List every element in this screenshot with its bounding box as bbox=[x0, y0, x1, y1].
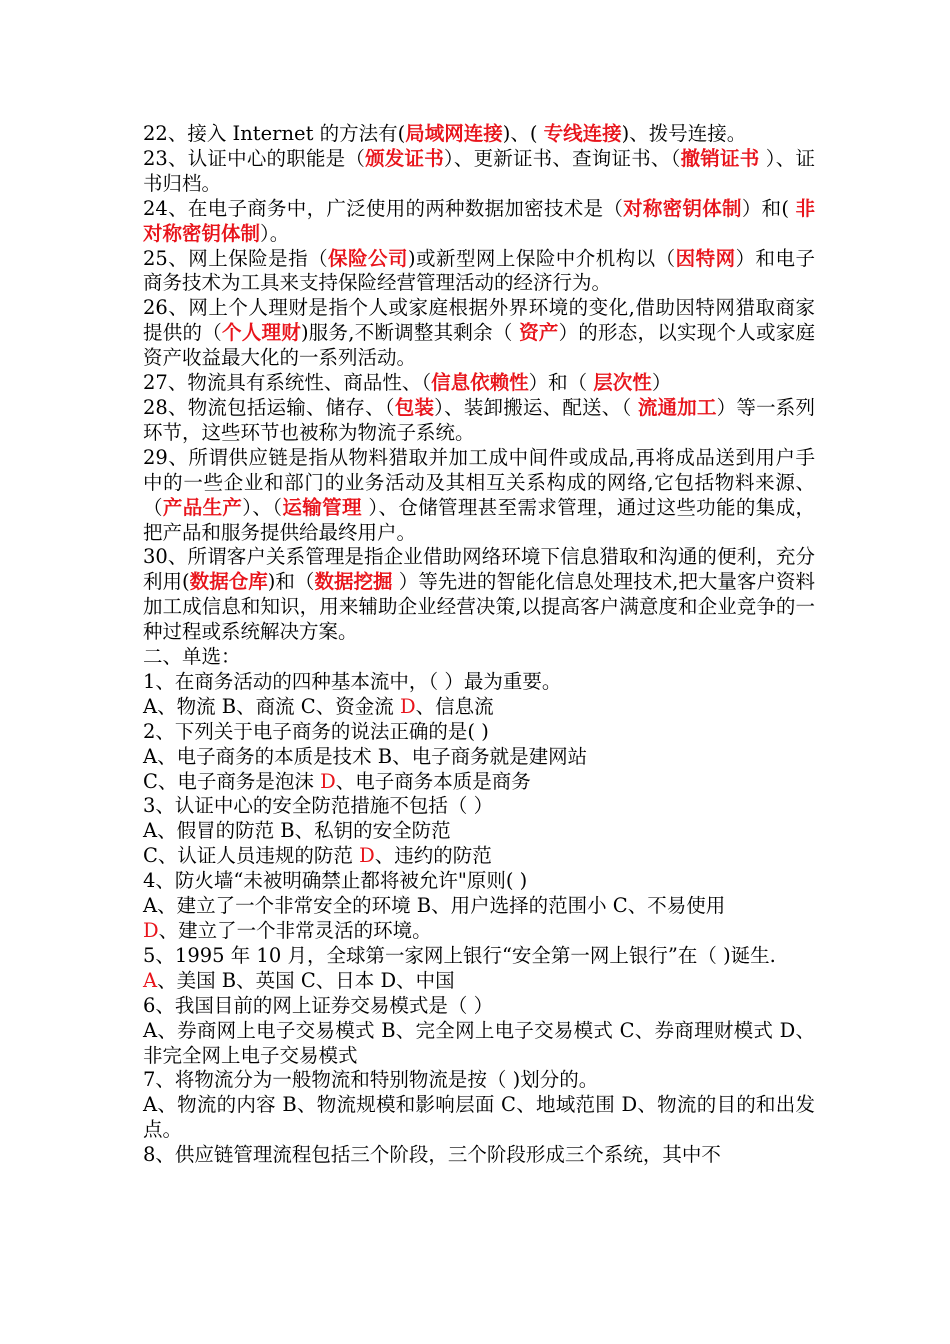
question-text: 25、网上保险是指（ bbox=[143, 246, 329, 270]
question-text: ）的形态，以实现个人或家庭资产收益最大化的一系列活动。 bbox=[143, 321, 815, 370]
answer-text: 保险公司 bbox=[328, 246, 408, 270]
answer-text: 撤销证书 bbox=[680, 146, 760, 170]
question-text: ）和（ bbox=[528, 371, 594, 395]
question-text: A、券商网上电子交易模式 B、完全网上电子交易模式 C、券商理财模式 D、非完全网上电子交易模式 bbox=[143, 1018, 815, 1067]
question-text: 、违约的防范 bbox=[374, 844, 492, 868]
question-text: 8、供应链管理流程包括三个阶段，三个阶段形成三个系统，其中不 bbox=[143, 1143, 721, 1167]
answer-text: 对称密钥体制 bbox=[623, 196, 742, 220]
single-choice-item bbox=[143, 944, 815, 969]
question-text: 27、物流具有系统性、商品性、（ bbox=[143, 371, 432, 395]
question-text: 4、防火墙“未被明确禁止都将被允许"原则( ) bbox=[143, 869, 528, 893]
question-text: 23、认证中心的职能是（ bbox=[143, 146, 366, 170]
fill-question-item bbox=[143, 122, 815, 147]
question-text: ）、证书归档。 bbox=[143, 146, 815, 195]
single-choice-item bbox=[143, 1068, 815, 1093]
question-text: C、电子商务是泡沫 bbox=[143, 769, 321, 793]
question-text: )和（ bbox=[267, 570, 315, 594]
answer-letter: D bbox=[320, 769, 336, 793]
fill-question-item bbox=[143, 247, 815, 297]
fill-question-item bbox=[143, 147, 815, 197]
question-text: 1、在商务活动的四种基本流中，（ ）最为重要。 bbox=[143, 669, 562, 693]
question-text: )或新型网上保险中介机构以（ bbox=[407, 246, 676, 270]
answer-text: 包装 bbox=[394, 395, 435, 419]
answer-text: 运输管理 bbox=[282, 495, 362, 519]
answer-letter: D bbox=[143, 919, 159, 942]
question-text: ）和电子商务技术为工具来支持保险经营管理活动的经济行为。 bbox=[143, 246, 815, 295]
fill-question-item bbox=[143, 197, 815, 247]
question-text: 3、认证中心的安全防范措施不包括（ ） bbox=[143, 794, 494, 818]
fill-question-item bbox=[143, 446, 815, 546]
question-text: ）、装卸搬运、配送、（ bbox=[434, 395, 638, 419]
question-text: 28、物流包括运输、储存、（ bbox=[143, 395, 395, 419]
question-text: A、物流的内容 B、物流规模和影响层面 C、地域范围 D、物流的目的和出发点。 bbox=[143, 1093, 815, 1142]
answer-text: 因特网 bbox=[675, 246, 736, 270]
question-text: )、( bbox=[502, 122, 544, 145]
fill-question-item bbox=[143, 545, 815, 645]
question-text: ） bbox=[651, 371, 672, 395]
single-choice-item bbox=[143, 670, 815, 695]
single-choice-item bbox=[143, 869, 815, 894]
single-choice-item bbox=[143, 770, 815, 795]
question-text: 、电子商务本质是商务 bbox=[335, 769, 531, 793]
single-choice-item bbox=[143, 745, 815, 770]
single-choice-item bbox=[143, 819, 815, 844]
single-choice-item bbox=[143, 720, 815, 745]
answer-text: 信息依赖性 bbox=[431, 371, 529, 395]
question-text: 24、在电子商务中，广泛使用的两种数据加密技术是（ bbox=[143, 196, 624, 220]
answer-text: 颁发证书 bbox=[365, 146, 444, 170]
answer-text: 资产 bbox=[519, 321, 559, 345]
fill-in-questions bbox=[143, 122, 815, 645]
single-choice-item bbox=[143, 1093, 815, 1143]
single-choice-item bbox=[143, 1143, 815, 1168]
single-choice-item bbox=[143, 844, 815, 869]
answer-text: 个人理财 bbox=[221, 321, 301, 345]
single-choice-item bbox=[143, 1019, 815, 1069]
single-choice-item bbox=[143, 994, 815, 1019]
question-text: ）、更新证书、查询证书、（ bbox=[443, 146, 681, 170]
answer-text: 数据挖掘 bbox=[314, 570, 393, 594]
answer-letter: A bbox=[143, 968, 158, 992]
question-text: A、建立了一个非常安全的环境 B、用户选择的范围小 C、不易使用 bbox=[143, 894, 726, 918]
question-text: 、信息流 bbox=[415, 694, 494, 718]
question-text: ）、仓储管理甚至需求管理，通过这些功能的集成，把产品和服务提供给最终用户。 bbox=[143, 495, 815, 544]
answer-text: 层次性 bbox=[593, 371, 652, 395]
question-text: 6、我国目前的网上证券交易模式是（ ） bbox=[143, 993, 494, 1017]
question-text: 30、所谓客户关系管理是指企业借助网络环境下信息猎取和沟通的便利，充分利用( bbox=[143, 545, 815, 594]
question-text: 、建立了一个非常灵活的环境。 bbox=[158, 919, 432, 942]
answer-letter: D bbox=[359, 844, 375, 868]
answer-letter: D bbox=[399, 694, 416, 718]
single-choice-item bbox=[143, 894, 815, 919]
question-text: ）等先进的智能化信息处理技术,把大量客户资料加工成信息和知识，用来辅助企业经营决策,以提高客户满意度和企业竞争的一种过程或系统解决方案。 bbox=[143, 570, 815, 644]
question-text: 2、下列关于电子商务的说法正确的是( ) bbox=[143, 719, 489, 743]
answer-text: 产品生产 bbox=[162, 495, 243, 519]
question-text: ）、（ bbox=[242, 495, 283, 519]
question-text: 29、所谓供应链是指从物料猎取并加工成中间件或成品,再将成品送到用户手中的一些企业和部门的业务活动及其相互关系构成的网络,它包括物料来源、（ bbox=[143, 445, 815, 519]
fill-question-item bbox=[143, 296, 815, 371]
question-text: C、认证人员违规的防范 bbox=[143, 844, 360, 868]
question-text: )服务,不断调整其剩余（ bbox=[300, 321, 520, 345]
answer-text: 局域网连接 bbox=[405, 122, 503, 145]
question-text: A、物流 B、商流 C、资金流 bbox=[143, 694, 400, 718]
question-text: ）等一系列环节，这些环节也被称为物流子系统。 bbox=[143, 395, 815, 444]
fill-question-item bbox=[143, 371, 815, 396]
question-text: 、美国 B、英国 C、日本 D、中国 bbox=[157, 968, 455, 992]
answer-text: 专线连接 bbox=[543, 122, 622, 145]
question-text: A、电子商务的本质是技术 B、电子商务就是建网站 bbox=[143, 744, 588, 768]
question-text: 5、1995 年 10 月，全球第一家网上银行“安全第一网上银行”在（ )诞生. bbox=[143, 943, 776, 967]
document-body bbox=[143, 122, 815, 1168]
question-text: ）。 bbox=[260, 221, 290, 245]
answer-text: 非对称密钥体制 bbox=[143, 196, 815, 245]
single-choice-item bbox=[143, 794, 815, 819]
question-text: 7、将物流分为一般物流和特别物流是按（ )划分的。 bbox=[143, 1068, 599, 1092]
question-text: 26、网上个人理财是指个人或家庭根据外界环境的变化,借助因特网猎取商家提供的（ bbox=[143, 296, 815, 345]
question-text: 22、接入 Internet 的方法有( bbox=[143, 122, 406, 145]
single-choice-item bbox=[143, 695, 815, 720]
single-choice-item bbox=[143, 969, 815, 994]
question-text: )、拨号连接。 bbox=[621, 122, 747, 145]
single-choice-questions bbox=[143, 670, 815, 1168]
answer-text: 数据仓库 bbox=[189, 570, 268, 594]
question-text: ）和( bbox=[741, 196, 796, 220]
answer-text: 流通加工 bbox=[637, 395, 717, 419]
fill-question-item bbox=[143, 396, 815, 446]
section-title: 二、单选： bbox=[143, 645, 241, 669]
question-text: A、假冒的防范 B、私钥的安全防范 bbox=[143, 819, 451, 843]
single-choice-item bbox=[143, 919, 815, 944]
